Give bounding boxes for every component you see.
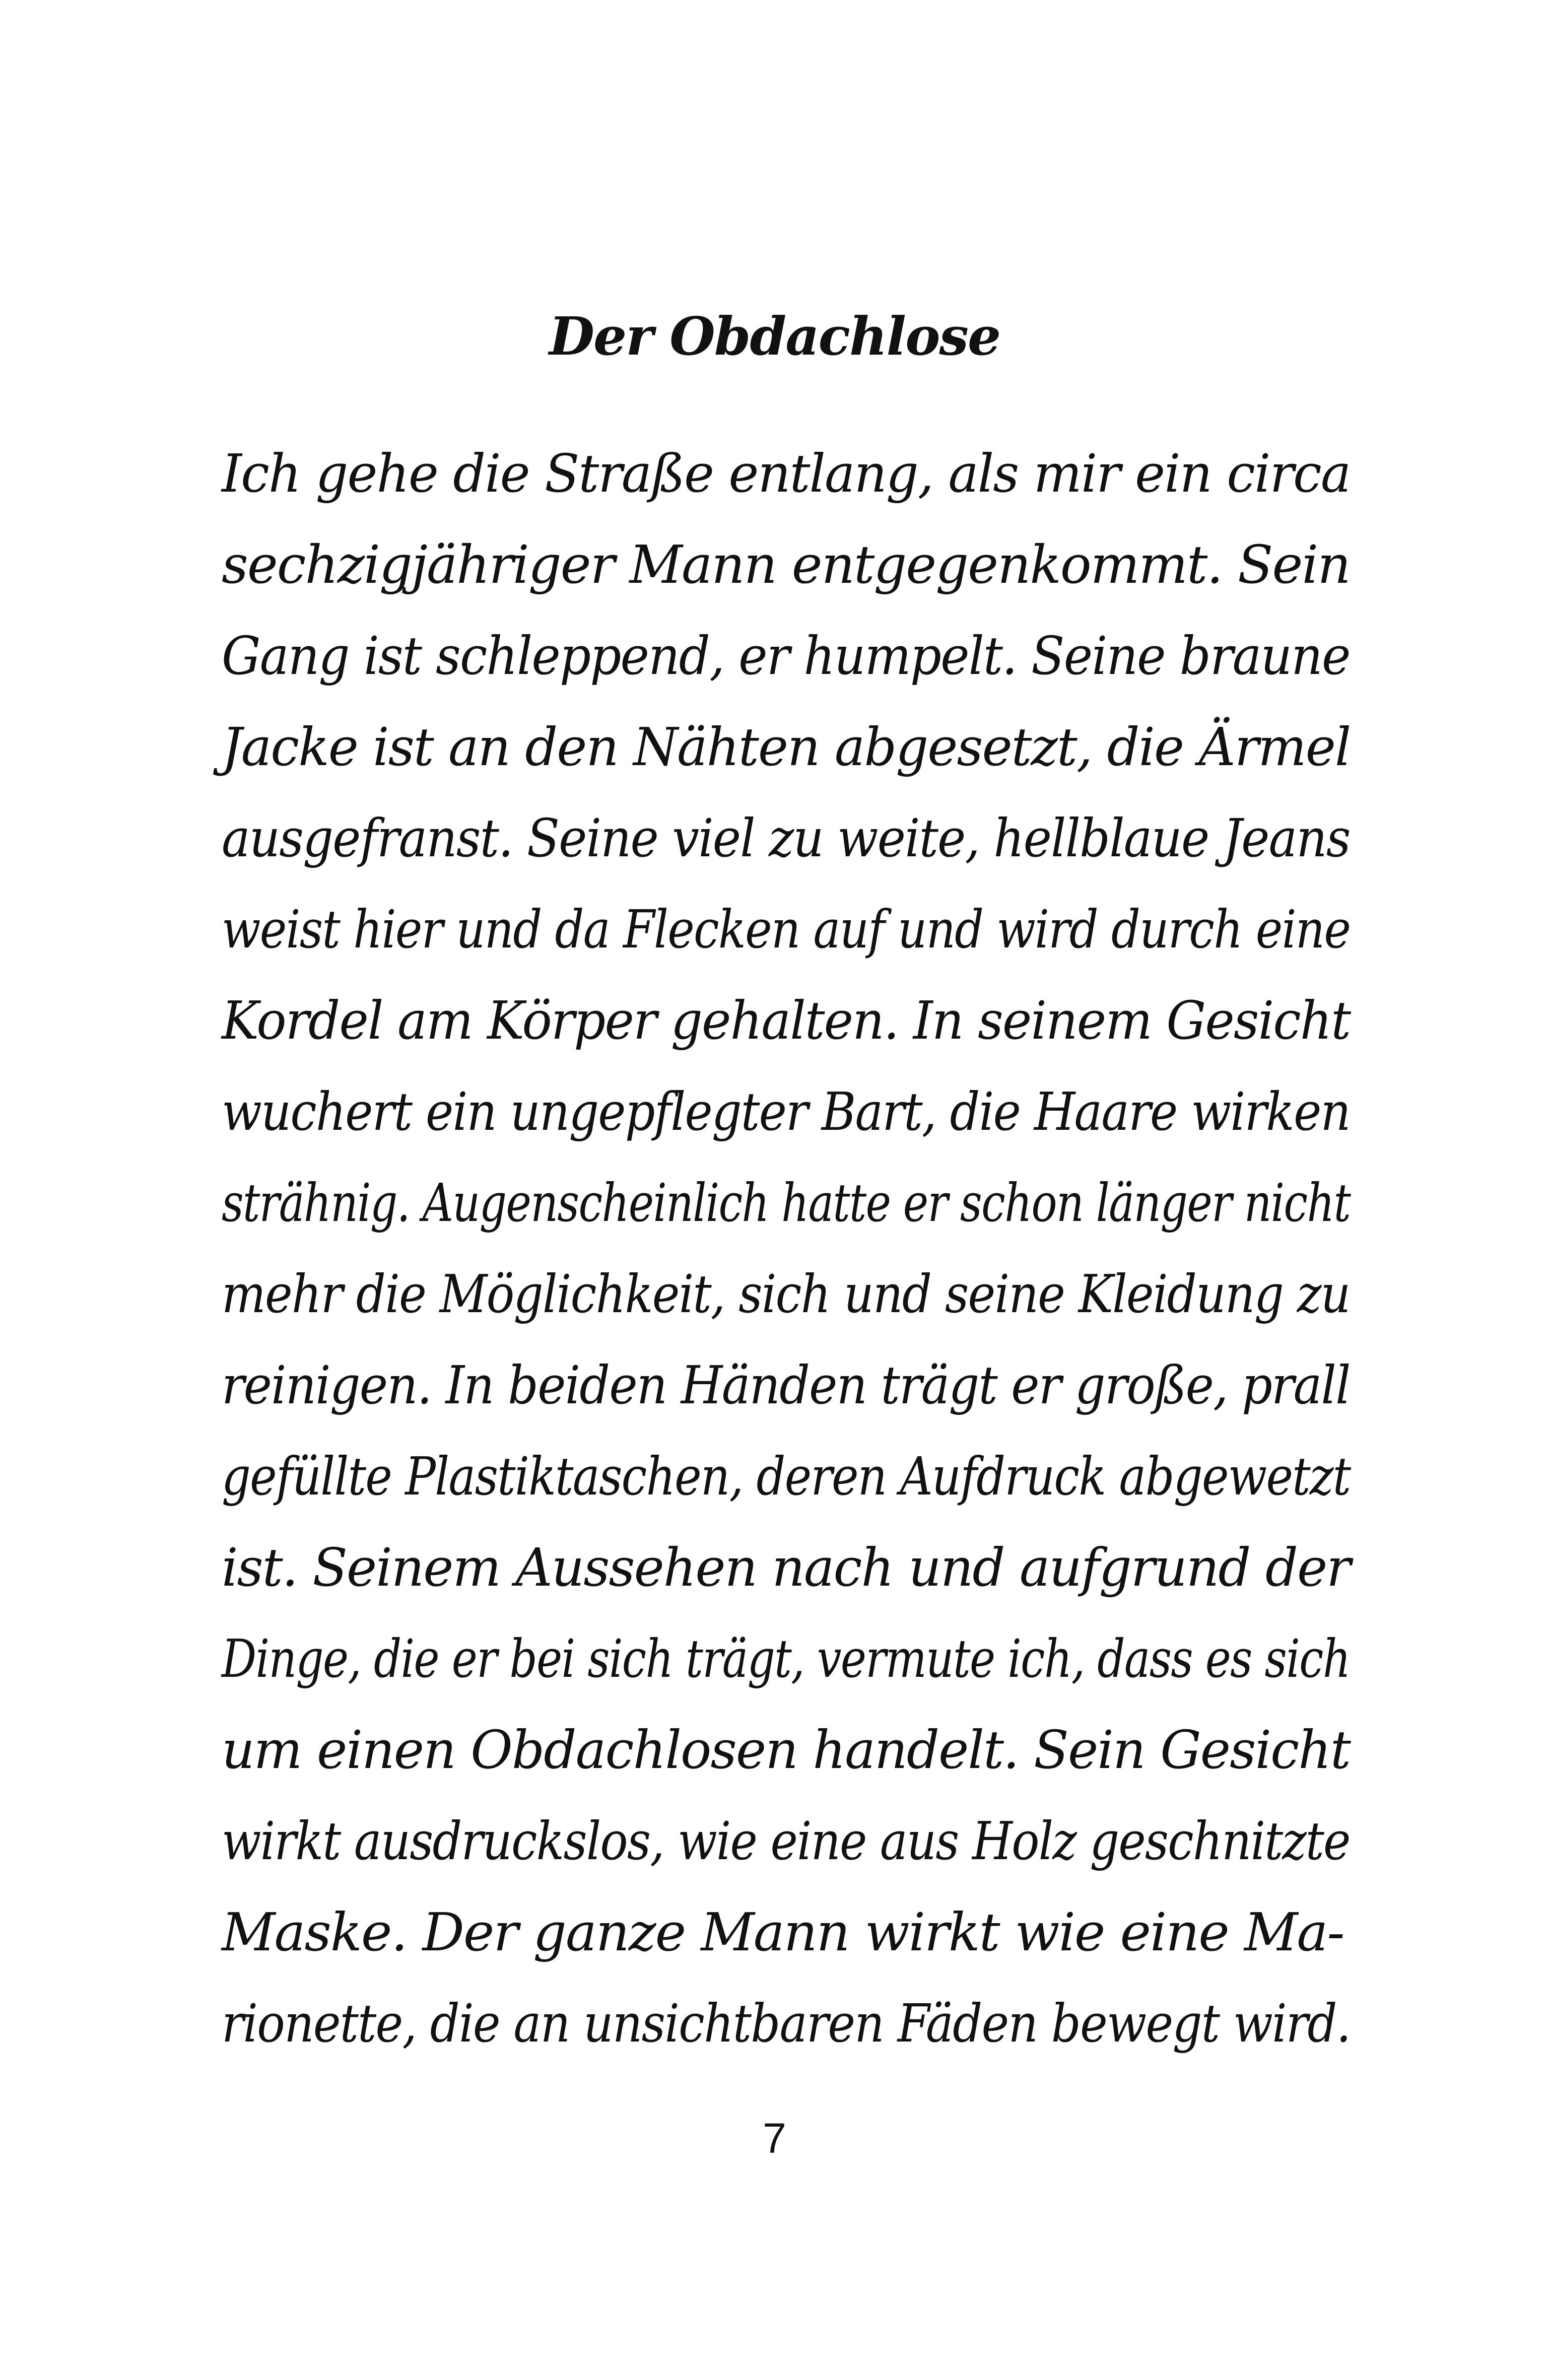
text-line: ist. Seinem Aussehen nach und aufgrund der — [222, 1537, 1350, 1598]
text-line: Gang ist schleppend, er humpelt. Seine braune — [222, 625, 1350, 687]
text-line: gefüllte Plastiktaschen, deren Aufdruck abgewetzt — [222, 1446, 1351, 1507]
text-line: Kordel am Körper gehalten. In seinem Gesicht — [222, 990, 1351, 1051]
text-line: um einen Obdachlosen handelt. Sein Gesicht — [222, 1719, 1351, 1781]
text-line: wuchert ein ungepflegter Bart, die Haare wirken — [222, 1081, 1350, 1142]
text-line: wirkt ausdruckslos, wie eine aus Holz geschnitzte — [222, 1810, 1350, 1872]
text-line: mehr die Möglichkeit, sich und seine Kleidung zu — [222, 1263, 1350, 1325]
text-line: sechzigjähriger Mann entgegenkommt. Sein — [222, 534, 1350, 595]
text-line: Ich gehe die Straße entlang, als mir ein circa — [222, 443, 1351, 504]
text-line: strähnig. Augenscheinlich hatte er schon länger nicht — [222, 1172, 1351, 1234]
page-number: 7 — [763, 2115, 786, 2162]
text-line: weist hier und da Flecken auf und wird durch eine — [222, 899, 1351, 960]
text-line: Dinge, die er bei sich trägt, vermute ich, dass es sich — [222, 1628, 1350, 1689]
text-line: Jacke ist an den Nähten abgesetzt, die Ärmel — [222, 716, 1351, 778]
text-line: rionette, die an unsichtbaren Fäden bewegt wird. — [222, 1993, 1351, 2054]
chapter-title: Der Obdachlose — [549, 305, 1000, 367]
text-line: ausgefranst. Seine viel zu weite, hellblaue Jeans — [222, 807, 1350, 869]
body-paragraph — [222, 428, 1350, 2069]
text-line: reinigen. In beiden Händen trägt er große, prall — [222, 1354, 1350, 1416]
text-line: Maske. Der ganze Mann wirkt wie eine Ma- — [222, 1901, 1344, 1963]
